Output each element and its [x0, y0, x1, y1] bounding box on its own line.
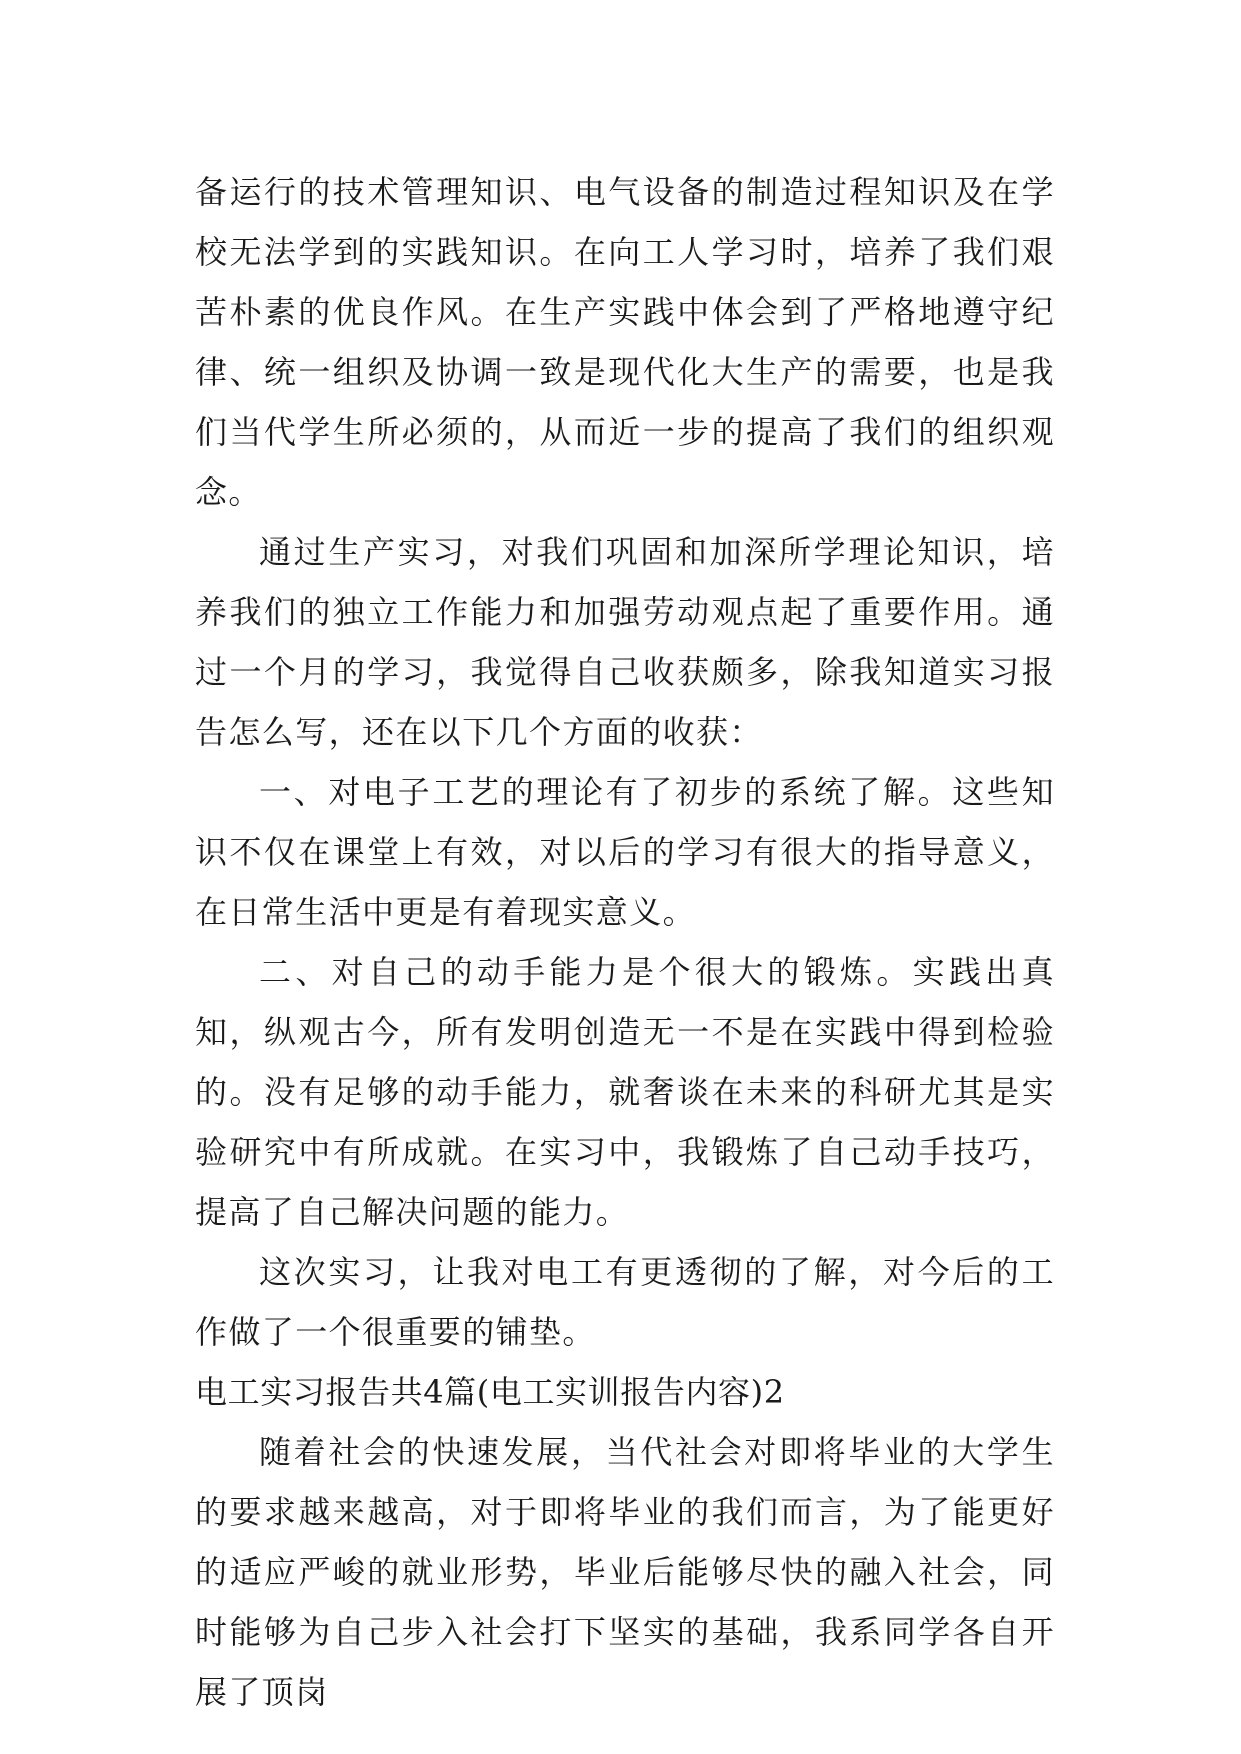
- paragraph-3: 一、对电子工艺的理论有了初步的系统了解。这些知识不仅在课堂上有效，对以后的学习有很大的指导意义，在日常生活中更是有着现实意义。: [195, 773, 1055, 931]
- section-heading: 电工实习报告共4篇(电工实训报告内容)2: [195, 1373, 785, 1411]
- paragraph-6: 随着社会的快速发展，当代社会对即将毕业的大学生的要求越来越高，对于即将毕业的我们而言，为了能更好的适应严峻的就业形势，毕业后能够尽快的融入社会，同时能够为自己步入社会打下坚实的基础，我系同学各自开展了顶岗: [195, 1433, 1055, 1711]
- document-body: [195, 162, 1055, 1722]
- paragraph-1: 备运行的技术管理知识、电气设备的制造过程知识及在学校无法学到的实践知识。在向工人学习时，培养了我们艰苦朴素的优良作风。在生产实践中体会到了严格地遵守纪律、统一组织及协调一致是现代化大生产的需要，也是我们当代学生所必须的，从而近一步的提高了我们的组织观念。: [195, 173, 1055, 511]
- paragraph-5: 这次实习，让我对电工有更透彻的了解，对今后的工作做了一个很重要的铺垫。: [195, 1253, 1055, 1351]
- paragraph-4: 二、对自己的动手能力是个很大的锻炼。实践出真知，纵观古今，所有发明创造无一不是在实践中得到检验的。没有足够的动手能力，就奢谈在未来的科研尤其是实验研究中有所成就。在实习中，我锻炼了自己动手技巧，提高了自己解决问题的能力。: [195, 953, 1055, 1231]
- paragraph-2: 通过生产实习，对我们巩固和加深所学理论知识，培养我们的独立工作能力和加强劳动观点起了重要作用。通过一个月的学习，我觉得自己收获颇多，除我知道实习报告怎么写，还在以下几个方面的收获：: [195, 533, 1055, 751]
